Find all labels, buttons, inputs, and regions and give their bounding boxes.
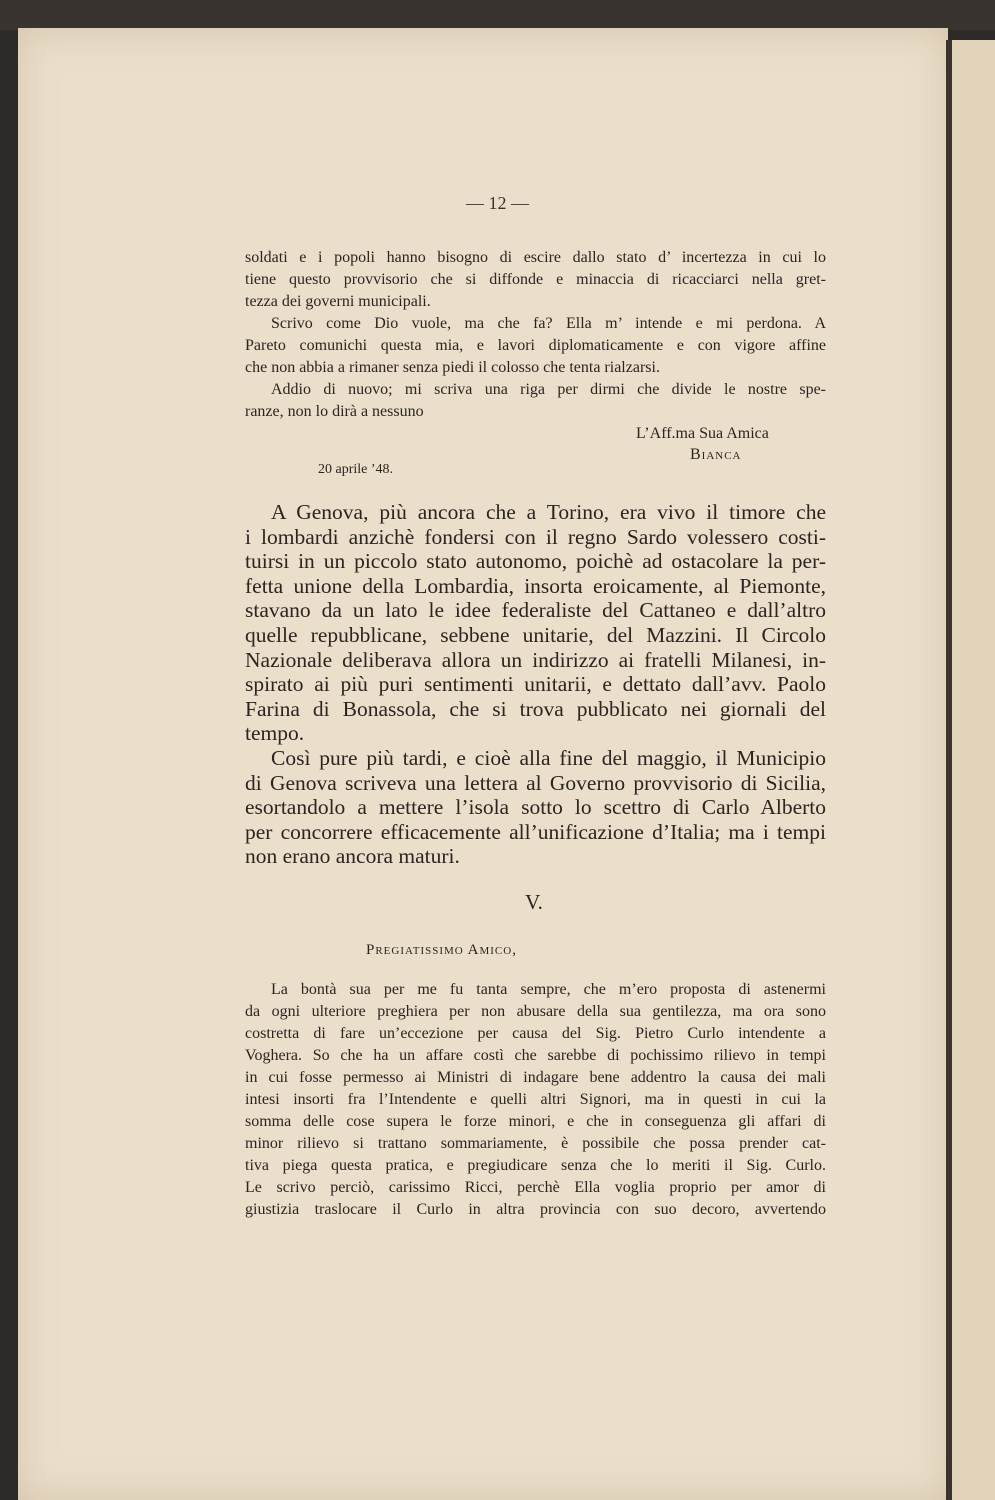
text-line: ranze, non lo dirà a nessuno xyxy=(245,403,424,420)
text-line: Nazionale deliberava allora un indirizzo ai fratelli Milanesi, in- xyxy=(245,647,826,672)
text-line: da ogni ulteriore preghiera per non abusare della sua gentilezza, ma ora sono xyxy=(245,1003,826,1020)
letter-1-closing: L’Aff.ma Sua Amica xyxy=(636,425,769,442)
letter-1-date: 20 aprile ’48. xyxy=(318,462,394,477)
text-line: intesi insorti fra l’Intendente e quelli altri Signori, ma in questi in cui la xyxy=(245,1091,826,1108)
letter-1-body xyxy=(245,247,826,423)
text-line: spirato ai più puri sentimenti unitarii, e dettato dall’avv. Paolo xyxy=(245,672,826,697)
scan-top-edge xyxy=(0,0,995,30)
text-line: La bontà sua per me fu tanta sempre, che m’ero proposta di astenermi xyxy=(271,981,826,998)
letter-2-salutation: Pregiatissimo Amico, xyxy=(366,942,517,958)
page-number: — 12 — xyxy=(466,193,529,213)
text-line: Addio di nuovo; mi scriva una riga per dirmi che divide le nostre spe- xyxy=(271,381,826,398)
text-line: Farina di Bonassola, che si trova pubblicato nei giornali del xyxy=(245,696,826,721)
text-line: tuirsi in un piccolo stato autonomo, poichè ad ostacolare la per- xyxy=(245,549,826,574)
text-line: Pareto comunichi questa mia, e lavori diplomaticamente e con vigore affine xyxy=(245,337,826,354)
text-line: minor rilievo si trattano sommariamente, è possibile che possa prender cat- xyxy=(245,1135,826,1152)
text-line: i lombardi anzichè fondersi con il regno Sardo volessero costi- xyxy=(245,524,826,549)
text-line: stavano da un lato le idee federaliste del Cattaneo e dall’altro xyxy=(245,598,826,623)
text-line: di Genova scriveva una lettera al Governo provvisorio di Sicilia, xyxy=(245,770,826,795)
text-line: Scrivo come Dio vuole, ma che fa? Ella m’ intende e mi perdona. A xyxy=(271,315,826,332)
text-line: somma delle cose supera le forze minori, e che in conseguenza gli affari di xyxy=(245,1113,826,1130)
text-line: tiva piega questa pratica, e pregiudicare senza che lo meriti il Sig. Curlo. xyxy=(245,1157,826,1174)
text-line: per concorrere efficacemente all’unificazione d’Italia; ma i tempi xyxy=(245,819,826,844)
next-page-edge xyxy=(946,40,995,1500)
text-line: fetta unione della Lombardia, insorta eroicamente, al Piemonte, xyxy=(245,573,826,598)
narrative-text xyxy=(245,500,826,869)
text-line: A Genova, più ancora che a Torino, era vivo il timore che xyxy=(271,500,826,524)
text-line: soldati e i popoli hanno bisogno di escire dallo stato d’ incertezza in cui lo xyxy=(245,249,826,266)
letter-2-body xyxy=(245,979,826,1221)
text-line: giustizia traslocare il Curlo in altra provincia con suo decoro, avvertendo xyxy=(245,1201,826,1218)
text-line: tempo. xyxy=(245,721,305,746)
text-line: tezza dei governi municipali. xyxy=(245,293,431,310)
text-line: tiene questo provvisorio che si diffonde e minaccia di ricacciarci nella gret- xyxy=(245,271,826,288)
text-line: quelle repubblicane, sebbene unitarie, del Mazzini. Il Circolo xyxy=(245,622,826,647)
text-line: esortandolo a mettere l’isola sotto lo scettro di Carlo Alberto xyxy=(245,795,826,820)
text-line: Le scrivo perciò, carissimo Ricci, perchè Ella voglia proprio per amor di xyxy=(245,1179,826,1196)
text-line: Voghera. So che ha un affare costì che sarebbe di pochissimo rilievo in tempi xyxy=(245,1047,826,1064)
text-line: in cui fosse permesso ai Ministri di indagare bene addentro la causa dei mali xyxy=(245,1069,826,1086)
text-line: costretta di fare un’eccezione per causa del Sig. Pietro Curlo intendente a xyxy=(245,1025,826,1042)
text-line: Così pure più tardi, e cioè alla fine del maggio, il Municipio xyxy=(271,745,826,770)
text-line: non erano ancora maturi. xyxy=(245,844,460,869)
letter-1-signature: Bianca xyxy=(690,446,742,463)
text-line: che non abbia a rimaner senza piedi il colosso che tenta rialzarsi. xyxy=(245,359,660,376)
section-number: V. xyxy=(525,890,543,914)
